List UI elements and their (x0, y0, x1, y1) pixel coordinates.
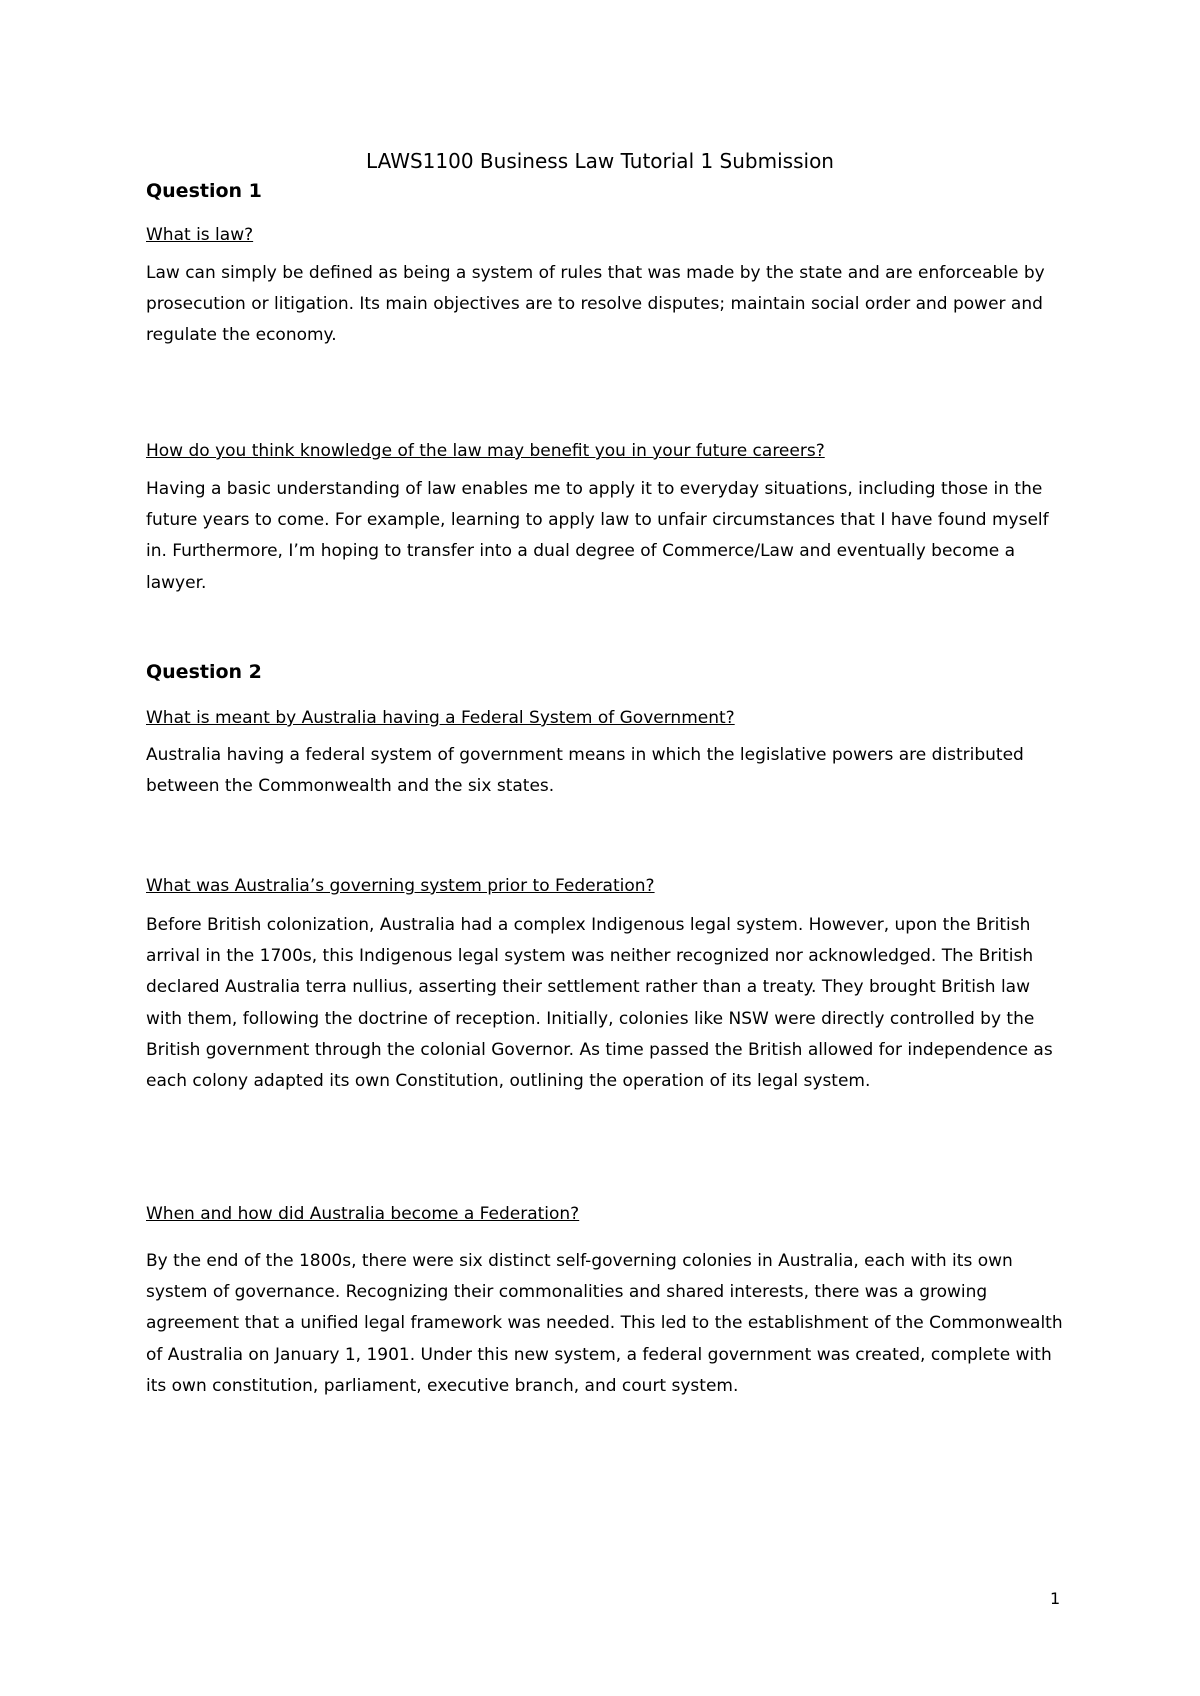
question-2b-prompt: What was Australia’s governing system prior to Federation? (146, 876, 655, 896)
question-2a-answer: Australia having a federal system of government means in which the legislative powers are distributed between the Commonwealth and the six states. (146, 745, 1024, 797)
page-number: 1 (1050, 1589, 1061, 1608)
question-2c-answer: By the end of the 1800s, there were six distinct self-governing colonies in Australia, each with its own system of governance. Recognizing their commonalities and shared interests, there was a growing agreement that a unified legal framework was needed. This led to the establishment of the Commonwealth of Australia on January 1, 1901. Under this new system, a federal government was created, complete with its own constitution, parliament, executive branch, and court system. (146, 1251, 1063, 1396)
question-1-heading: Question 1 (146, 180, 262, 202)
question-1b-prompt: How do you think knowledge of the law may benefit you in your future careers? (146, 441, 825, 461)
question-2b-answer: Before British colonization, Australia had a complex Indigenous legal system. However, upon the British arrival in the 1700s, this Indigenous legal system was neither recognized nor acknowledged. The British declared Australia terra nullius, asserting their settlement rather than a treaty. They brought British law with them, following the doctrine of reception. Initially, colonies like NSW were directly controlled by the British government through the colonial Governor. As time passed the British allowed for independence as each colony adapted its own Constitution, outlining the operation of its legal system. (146, 915, 1053, 1092)
question-2c-prompt: When and how did Australia become a Federation? (146, 1204, 580, 1224)
document-title: LAWS1100 Business Law Tutorial 1 Submission (366, 149, 834, 173)
question-2-heading: Question 2 (146, 661, 262, 683)
question-1a-prompt: What is law? (146, 225, 254, 245)
question-2a-prompt: What is meant by Australia having a Federal System of Government? (146, 708, 735, 728)
question-1a-answer: Law can simply be defined as being a system of rules that was made by the state and are enforceable by prosecution or litigation. Its main objectives are to resolve disputes; maintain social order and power and regulate the economy. (146, 263, 1045, 346)
question-1b-answer: Having a basic understanding of law enables me to apply it to everyday situations, including those in the future years to come. For example, learning to apply law to unfair circumstances that I have found myself in. Furthermore, I’m hoping to transfer into a dual degree of Commerce/Law and eventually become a lawyer. (146, 479, 1049, 593)
